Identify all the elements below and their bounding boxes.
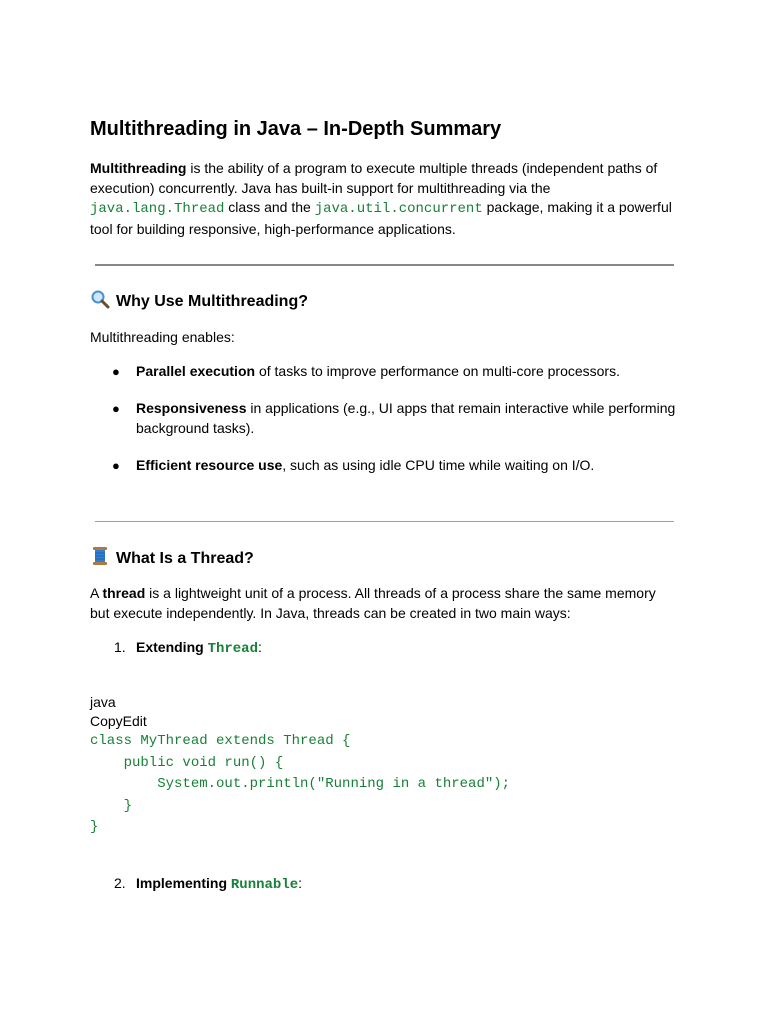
section-heading-why-text: Why Use Multithreading?	[116, 293, 308, 310]
section-heading-why	[90, 289, 308, 313]
bullet-dot: ●	[112, 364, 120, 379]
intro-code-concurrent: java.util.concurrent	[314, 201, 483, 217]
bullet-text: in applications (e.g., UI apps that remain interactive while performing background tasks).	[136, 400, 676, 436]
bullet-text: , such as using idle CPU time while waiting on I/O.	[282, 457, 595, 473]
section-heading-thread-text: What Is a Thread?	[116, 550, 254, 567]
intro-text-3: package, making it a powerful tool for building responsive, high-performance applications.	[90, 199, 672, 237]
bullet-text: of tasks to improve performance on multi-core processors.	[255, 363, 620, 379]
bullet-bold: Efficient resource use	[136, 457, 283, 473]
intro-text-1: is the ability of a program to execute multiple threads (independent paths of execution) concurrently. Java has built-in support for multithreading via the	[90, 160, 658, 196]
thread-para-bold: thread	[102, 585, 146, 601]
section-divider	[95, 264, 674, 266]
code-block: class MyThread extends Thread { public void run() { System.out.println("Running in a thread"); } }	[90, 733, 511, 836]
thread-para-pre: A	[90, 585, 103, 601]
intro-text-2: class and the	[224, 199, 315, 215]
thread-paragraph	[90, 584, 678, 623]
intro-code-thread: java.lang.Thread	[90, 201, 225, 217]
item-code: Runnable	[230, 877, 299, 893]
code-language-label: java	[90, 694, 116, 710]
item-bold: Extending	[136, 639, 208, 655]
bullet-dot: ●	[112, 401, 120, 416]
item-code: Thread	[207, 641, 258, 657]
item-colon: :	[298, 875, 303, 891]
intro-bold: Multithreading	[90, 160, 187, 176]
magnifier-icon	[90, 289, 110, 309]
bullet-bold: Parallel execution	[136, 363, 256, 379]
section-lead: Multithreading enables:	[90, 329, 235, 345]
item-colon: :	[257, 639, 262, 655]
section-divider	[95, 521, 674, 522]
item-number: 1.	[114, 639, 126, 655]
bullet-bold: Responsiveness	[136, 400, 247, 416]
item-number: 2.	[114, 875, 126, 891]
page-title: Multithreading in Java – In-Depth Summary	[90, 118, 502, 140]
item-bold: Implementing	[136, 875, 231, 891]
section-heading-thread	[90, 546, 254, 570]
thread-spool-icon	[90, 546, 110, 566]
copy-edit-button[interactable]: CopyEdit	[90, 713, 147, 729]
intro-paragraph	[90, 159, 678, 239]
bullet-dot: ●	[112, 458, 120, 473]
thread-para-post: is a lightweight unit of a process. All threads of a process share the same memory but execute independently. In Java, threads can be created in two main ways:	[90, 585, 656, 621]
